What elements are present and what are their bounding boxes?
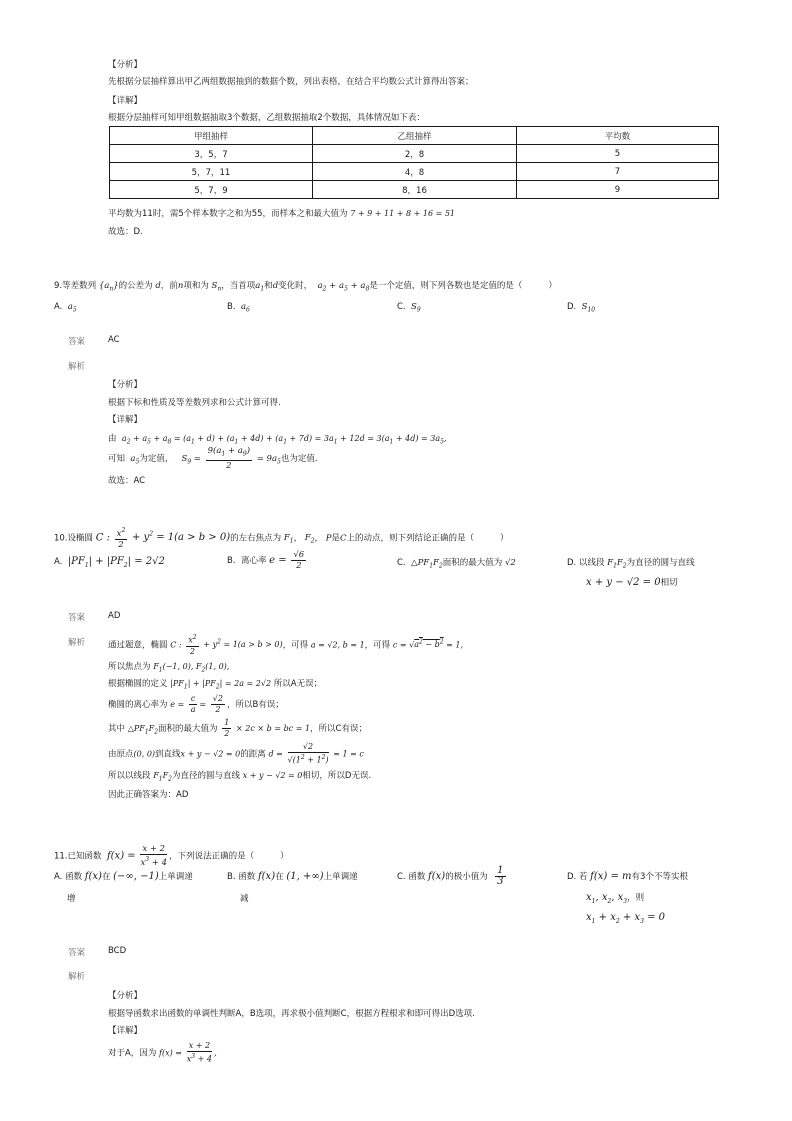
q10-step-5: 其中 $\triangle PF_1F_2$面积的最大值为 $\frac{1}{2}$ × 2c × b = bc = 1，所以C有误；: [108, 718, 367, 738]
q10-option-label: A.: [54, 557, 63, 567]
q10-step-3: 根据椭圆的定义 $|PF_1| + |PF_2| = 2a = 2√2$ 所以A无误；: [108, 679, 323, 691]
q11-option-c: C. 函数 f(x)的极小值为 $\frac{1}{3}$: [397, 865, 504, 887]
q9-fx-text: 根据下标和性质及等差数列求和公式计算可得.: [108, 398, 281, 408]
q8-analysis-text: 先根据分层抽样算出甲乙两组数据抽到的数据个数，列出表格，在结合平均数公式计算得出答案；: [108, 77, 474, 87]
q10-analysis-label: 解析: [68, 638, 86, 648]
table-header-cell: 乙组抽样: [313, 127, 517, 145]
q11-option-text: 上单调递: [323, 872, 358, 882]
q10-option-b: B. 离心率 e = $\frac{√6}{2}$: [227, 550, 305, 571]
q11-option-text: 在: [275, 872, 284, 882]
q9-stem-text: 变化时，: [278, 281, 313, 291]
q9-stem-text: 前: [169, 281, 178, 291]
q10-step-text: 由原点: [108, 749, 134, 760]
q9-choice: 故选：AC: [108, 476, 146, 486]
table-header-cell: 平均数: [517, 127, 719, 145]
q10-stem-text: 上的动点，则下列结论正确的是（: [346, 533, 475, 544]
table-cell: 2，8: [313, 145, 517, 163]
q9-option-label: B.: [227, 302, 236, 312]
q11-fx-label: 【分析】: [108, 991, 143, 1001]
q11-analysis-label: 解析: [68, 972, 86, 982]
q10-step-4: 椭圆的离心率为 e = $\frac{c}{a}$ = $\frac{√2}{2}$ ，所以B有误；: [108, 694, 284, 714]
q9-answer: AC: [108, 335, 120, 345]
q10-option-a: A. $|PF_1| + |PF_2| = 2√2$: [54, 556, 165, 569]
table-cell: 9: [517, 181, 719, 199]
table-header-cell: 甲组抽样: [110, 127, 313, 145]
q10-step-text: 通过题意，椭圆: [108, 640, 168, 651]
q11-number: 11.: [54, 851, 68, 862]
q10-step-6: 由原点(0, 0)到直线x + y − √2 = 0的距离 d = $\frac{√2}{√(1^2 + 1^2)}$ = 1 = c: [108, 742, 364, 765]
q9-stem-text: 项和为: [183, 281, 209, 291]
q10-stem-text: 设椭圆: [67, 533, 94, 544]
q10-option-text: 面积的最大值为: [442, 558, 503, 568]
q9-stem-text: 的公差为: [118, 281, 153, 291]
table-row: [110, 181, 719, 199]
q10-stem-text: 的左右焦点为: [230, 533, 282, 544]
q10-step-text: ，可得: [282, 640, 309, 651]
q9-line-text: 也为定值.: [280, 453, 318, 464]
q9-option-a: A. $a_5$: [54, 302, 77, 314]
table-cell: 5: [517, 145, 719, 163]
q10-step-text: 所以以线段: [108, 771, 151, 781]
q10-step-text: ，所以C有误；: [310, 724, 367, 734]
q9-option-c: C. $S_9$: [397, 302, 421, 314]
q8-detail-label: 【详解】: [108, 96, 143, 106]
q8-conclusion: [108, 207, 455, 219]
q11-stem-text: 已知函数: [67, 851, 102, 862]
q9-option-label: D.: [567, 302, 577, 312]
q10-step-text: 其中: [108, 724, 126, 734]
q9-stem-text: ）: [548, 281, 557, 291]
q10-step-text: 所以A无误；: [273, 679, 323, 689]
q10-step-text: 到直线: [155, 749, 181, 760]
q11-stem-text: ，下列说法正确的是（: [169, 851, 255, 862]
q11-answer: BCD: [108, 946, 127, 956]
q11-option-d-line3: $x_1 + x_2 + x_3 = 0$: [586, 912, 666, 925]
q11-option-text: 在: [101, 872, 111, 882]
q11-option-text: 有3个不等实根: [631, 872, 688, 882]
q8-conclusion-math: 7 + 9 + 11 + 8 + 16 = 51: [350, 209, 456, 218]
q10-stem-text: ）: [500, 533, 509, 544]
q9-option-d: D. $S_{10}$: [567, 302, 596, 314]
q11-stem-text: ）: [280, 851, 289, 862]
q9-number: 9.: [54, 281, 63, 291]
table-row: [110, 145, 719, 163]
q9-option-label: A.: [54, 302, 63, 312]
q11-option-text: D. 若: [567, 872, 588, 882]
q10-step-text: 根据椭圆的定义: [108, 679, 168, 689]
q10-step-8: 因此正确答案为：AD: [108, 790, 189, 800]
q10-option-c: C. $\triangle PF_1F_2$面积的最大值为 √2: [397, 558, 516, 570]
q9-line-text: 由: [108, 434, 117, 444]
q10-step-2: 所以焦点为 $F_1(-1$, 0), $F_2(1$, 0),: [108, 662, 230, 674]
q10-step-text: 面积的最大值为: [158, 724, 218, 734]
q9-stem-text: 当首项: [229, 281, 256, 291]
q11-option-b: B. 函数 f(x)在 (1, +∞)上单调递: [227, 871, 358, 882]
q11-option-text: 上单调递: [158, 872, 193, 882]
q11-option-text: C. 函数: [397, 872, 426, 882]
q10-step-text: 相切，所以D无误.: [302, 771, 372, 781]
q11-step-text: 对于A，因为: [108, 1048, 157, 1059]
q10-option-d-line2: x + y − √2 = 0相切: [586, 577, 678, 588]
q11-option-d: D. 若 f(x) = m有3个不等实根: [567, 871, 688, 882]
q10-stem: 10.设椭圆 C : $\frac{x^2}{2}$ + $y^2 = 1(a > b > 0)$的左右焦点为 $F_1$， $F_2$， P是C上的动点，则下列结论正确的是（ ）: [54, 527, 509, 550]
q9-option-label: C.: [397, 302, 406, 312]
q8-analysis-label: 【分析】: [108, 60, 143, 70]
q10-number: 10.: [54, 533, 68, 544]
table-cell: 5，7，9: [110, 181, 313, 199]
q10-step-text: ，所以B有误；: [226, 700, 284, 710]
q9-line-text: 可知: [108, 453, 126, 464]
table-cell: 3，5，7: [110, 145, 313, 163]
q9-line1: 由 $a_2 + a_5 + a_8 = (a_1 + d) + (a_1 + 4d) + (a_1 + 7d) = 3a_1 + 12d = 3(a_1 + 4d) = 3a_5$,: [108, 434, 447, 446]
q9-line-text: 为定值，: [139, 453, 174, 464]
q9-option-b: B. $a_6$: [227, 302, 250, 314]
q11-option-text: B. 函数: [227, 872, 256, 882]
q8-conclusion-text: 平均数为11时，需5个样本数字之和为55，而样本之和最大值为: [108, 209, 348, 219]
q10-step-1: 通过题意，椭圆 C : $\frac{x^2}{2}$ + $y^2 = 1(a > b > 0)$，可得 a = √2, b = 1，可得 $c = √a^2 - b^2 = 1$,: [108, 634, 464, 656]
q9-stem-text: 等差数列: [62, 281, 97, 291]
q10-stem-text: 是: [331, 533, 340, 544]
q9-answer-label: 答案: [68, 337, 86, 347]
q10-option-text: 离心率: [240, 556, 267, 566]
q10-answer-label: 答案: [68, 613, 86, 623]
q11-option-d-line2: $x_1$, $x_2$, $x_3$，则: [586, 892, 645, 905]
q11-option-text: 的极小值为: [445, 872, 488, 882]
q11-fx-text: 根据导函数求出函数的单调性判断A，B选项，再求极小值判断C，根据方程根求和即可得出D选项.: [108, 1009, 475, 1019]
q8-detail-text: 根据分层抽样可知甲组数据抽取3个数据，乙组数据抽取2个数据，具体情况如下表：: [108, 113, 425, 123]
q11-last-line: 对于A，因为 f(x) = $\frac{x + 2}{x^3 + 4}$ ,: [108, 1041, 217, 1064]
q10-option-text: 为直径的圆与直线: [626, 558, 695, 568]
q10-option-text: 以线段: [578, 558, 605, 568]
q9-fx-label: 【分析】: [108, 380, 143, 390]
q9-analysis-label: 解析: [68, 362, 86, 372]
q10-option-label: B.: [227, 556, 236, 566]
q8-choice: 故选：D.: [108, 227, 143, 237]
table-cell: 4，8: [313, 163, 517, 181]
q10-option-text: 相切: [660, 578, 678, 588]
q10-answer: AD: [108, 611, 121, 621]
q11-option-text: A. 函数: [54, 872, 83, 882]
q11-option-a-wrap: 增: [67, 894, 76, 904]
q10-step-text: 椭圆的离心率为: [108, 700, 168, 710]
q9-stem-text: 是一个定值，则下列各数也是定值的是（: [369, 281, 523, 291]
q9-stem-text: 和: [264, 281, 273, 291]
table-cell: 5，7，11: [110, 163, 313, 181]
q11-option-text: ，则: [627, 893, 645, 903]
table-row: [110, 163, 719, 181]
table-header-row: [110, 127, 719, 145]
q11-option-a: A. 函数 f(x)在 (−∞, −1)上单调递: [54, 871, 193, 882]
sampling-table: [109, 126, 719, 199]
q10-step-text: 所以焦点为: [108, 662, 151, 672]
q11-stem: 11.已知函数 f(x) = $\frac{x + 2}{x^3 + 4}$ ，下列说法正确的是（ ）: [54, 844, 289, 868]
q10-step-text: 为直径的圆与直线: [172, 771, 241, 781]
q9-stem: 9.等差数列 $\{a_n\}$的公差为 d，前n项和为 $S_n$，当首项$a_1$和d变化时， $a_2 + a_5 + a_8$是一个定值，则下列各数也是定值的是（ ）: [54, 281, 557, 293]
table-cell: 8，16: [313, 181, 517, 199]
q10-step-7: 所以以线段 $F_1F_2$为直径的圆与直线 x + y − √2 = 0相切，所以D无误.: [108, 771, 372, 783]
q10-step-text: ，可得: [364, 640, 391, 651]
q10-option-d: D. 以线段 $F_1F_2$为直径的圆与直线: [567, 558, 695, 570]
table-cell: 7: [517, 163, 719, 181]
q11-xj-label: 【详解】: [108, 1026, 143, 1036]
q11-answer-label: 答案: [68, 948, 86, 958]
q9-line2: 可知 $a_5$为定值， $S_9$ = $\frac{9(a_1 + a_9)}{2}$ = $9a_5$也为定值.: [108, 446, 318, 471]
q11-option-b-wrap: 减: [240, 894, 249, 904]
q10-step-text: 的距离: [240, 749, 266, 760]
q9-xj-label: 【详解】: [108, 415, 143, 425]
q10-option-label: D.: [567, 558, 577, 568]
q10-option-label: C.: [397, 558, 406, 568]
